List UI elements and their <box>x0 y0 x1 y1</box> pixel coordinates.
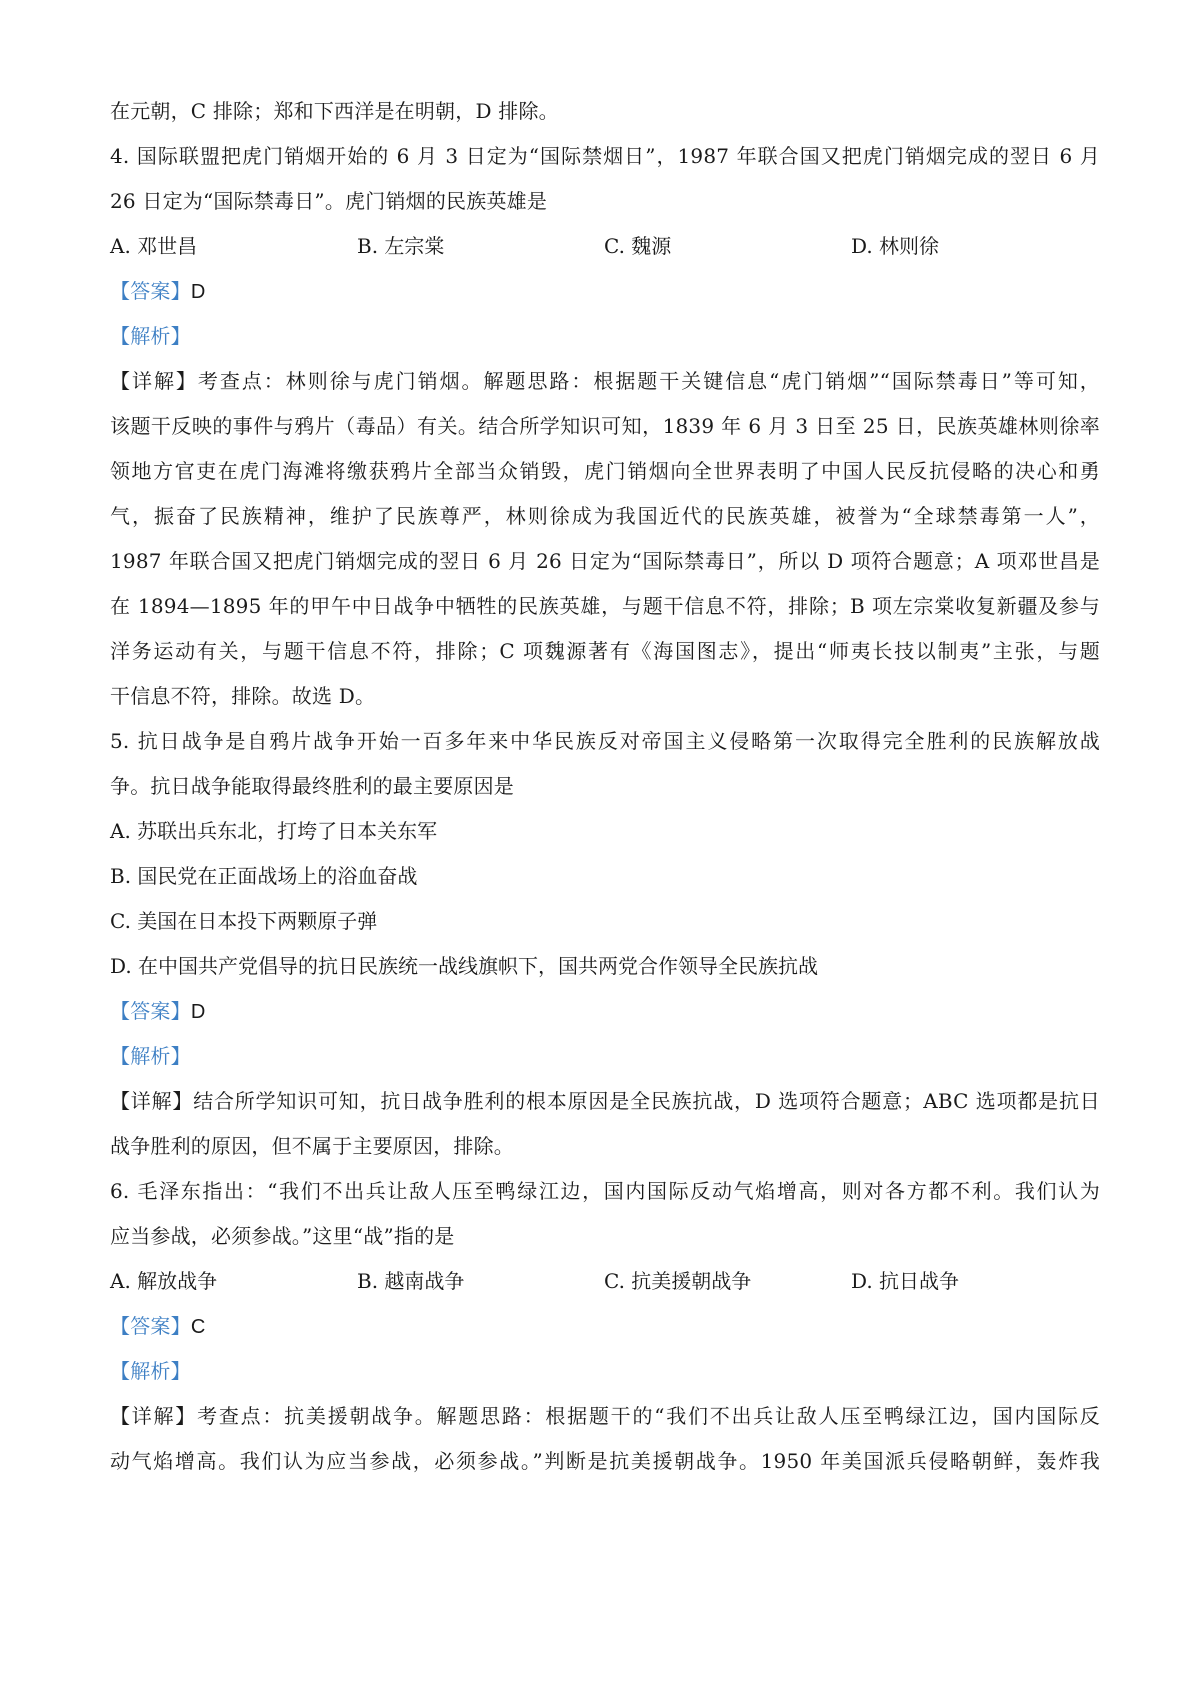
q4-option-c: C. 魏源 <box>604 234 672 258</box>
q5-option-c: C. 美国在日本投下两颗原子弹 <box>110 909 378 933</box>
question-4-stem: 4. 国际联盟把虎门销烟开始的 6 月 3 日定为“国际禁烟日”，1987 年联合国又把虎门销烟完成的翌日 6 月 <box>110 144 1100 168</box>
text-line: 在元朝，C 排除；郑和下西洋是在明朝，D 排除。 <box>110 99 559 123</box>
detail-text: 结合所学知识可知，抗日战争胜利的根本原因是全民族抗战，D 选项符合题意；ABC 选项都是抗日 <box>193 1089 1100 1113</box>
q4-detail-line: 在 1894—1895 年的甲午中日战争中牺牲的民族英雄，与题干信息不符，排除；B 项左宗棠收复新疆及参与 <box>110 594 1100 618</box>
q4-detail-line: 该题干反映的事件与鸦片（毒品）有关。结合所学知识可知，1839 年 6 月 3 日至 25 日，民族英雄林则徐率 <box>110 414 1100 438</box>
q6-option-b: B. 越南战争 <box>357 1269 465 1293</box>
q6-option-d: D. 抗日战争 <box>851 1269 960 1293</box>
question-5-stem: 5. 抗日战争是自鸦片战争开始一百多年来中华民族反对帝国主义侵略第一次取得完全胜利的民族解放战 <box>110 729 1100 753</box>
q5-detail-line: 战争胜利的原因，但不属于主要原因，排除。 <box>110 1134 514 1158</box>
analysis-label: 【解析】 <box>110 1359 191 1383</box>
question-5-stem-cont: 争。抗日战争能取得最终胜利的最主要原因是 <box>110 774 514 798</box>
q6-analysis <box>110 1356 191 1386</box>
answer-value: D <box>190 1001 206 1023</box>
detail-text: 考查点：林则徐与虎门销烟。解题思路：根据题干关键信息“虎门销烟”“国际禁毒日”等可知， <box>197 369 1100 393</box>
question-4-stem-cont: 26 日定为“国际禁毒日”。虎门销烟的民族英雄是 <box>110 189 548 213</box>
detail-label: 【详解】 <box>110 369 198 393</box>
detail-label: 【详解】 <box>110 1089 194 1113</box>
q4-detail-line: 干信息不符，排除。故选 D。 <box>110 684 376 708</box>
detail-label: 【详解】 <box>110 1404 198 1428</box>
q4-detail-line <box>110 366 1100 396</box>
answer-label: 【答案】 <box>110 279 191 303</box>
q4-detail-line: 气，振奋了民族精神，维护了民族尊严，林则徐成为我国近代的民族英雄，被誉为“全球禁毒第一人”， <box>110 504 1100 528</box>
q5-option-d: D. 在中国共产党倡导的抗日民族统一战线旗帜下，国共两党合作领导全民族抗战 <box>110 954 819 978</box>
q6-detail-line: 动气焰增高。我们认为应当参战，必须参战。”判断是抗美援朝战争。1950 年美国派兵侵略朝鲜，轰炸我 <box>110 1449 1100 1473</box>
q4-option-a: A. 邓世昌 <box>110 234 198 258</box>
question-6-stem: 6. 毛泽东指出：“我们不出兵让敌人压至鸭绿江边，国内国际反动气焰增高，则对各方都不利。我们认为 <box>110 1179 1100 1203</box>
q4-detail-line: 领地方官吏在虎门海滩将缴获鸦片全部当众销毁，虎门销烟向全世界表明了中国人民反抗侵略的决心和勇 <box>110 459 1100 483</box>
q6-option-a: A. 解放战争 <box>110 1269 218 1293</box>
answer-label: 【答案】 <box>110 999 191 1023</box>
q4-option-b: B. 左宗棠 <box>357 234 445 258</box>
q5-option-b: B. 国民党在正面战场上的浴血奋战 <box>110 864 418 888</box>
q5-detail-line <box>110 1086 1100 1116</box>
q5-answer <box>110 996 205 1027</box>
q4-analysis <box>110 321 191 351</box>
q6-option-c: C. 抗美援朝战争 <box>604 1269 752 1293</box>
q4-option-d: D. 林则徐 <box>851 234 940 258</box>
q6-answer <box>110 1311 205 1342</box>
answer-label: 【答案】 <box>110 1314 191 1338</box>
analysis-label: 【解析】 <box>110 1044 191 1068</box>
q4-detail-line: 1987 年联合国又把虎门销烟完成的翌日 6 月 26 日定为“国际禁毒日”，所以 D 项符合题意；A 项邓世昌是 <box>110 549 1100 573</box>
q6-detail-line <box>110 1401 1100 1431</box>
detail-text: 考查点：抗美援朝战争。解题思路：根据题干的“我们不出兵让敌人压至鸭绿江边，国内国际反 <box>197 1404 1100 1428</box>
analysis-label: 【解析】 <box>110 324 191 348</box>
q5-option-a: A. 苏联出兵东北，打垮了日本关东军 <box>110 819 438 843</box>
answer-value: D <box>190 281 206 303</box>
question-6-stem-cont: 应当参战，必须参战。”这里“战”指的是 <box>110 1224 455 1248</box>
q4-answer <box>110 276 205 307</box>
q5-analysis <box>110 1041 191 1071</box>
answer-value: C <box>190 1316 206 1338</box>
q4-detail-line: 洋务运动有关，与题干信息不符，排除；C 项魏源著有《海国图志》，提出“师夷长技以制夷”主张，与题 <box>110 639 1100 663</box>
